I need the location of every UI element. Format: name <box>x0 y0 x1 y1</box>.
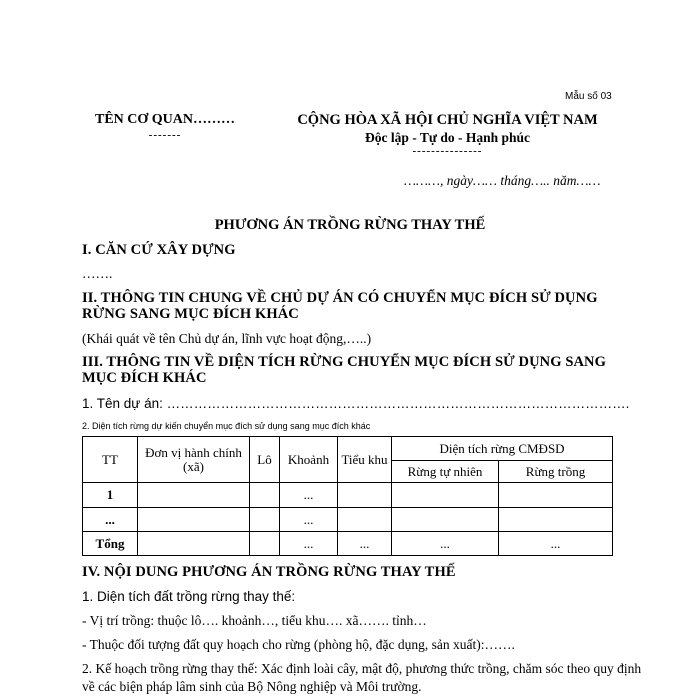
date-line: ………, ngày…… tháng….. năm…… <box>404 173 601 188</box>
cell-natural: ... <box>392 532 499 556</box>
header-natural-forest: Rừng tự nhiên <box>392 461 499 483</box>
cell-natural <box>392 508 499 532</box>
section-4-item-2: 2. Kế hoạch trồng rừng thay thế: Xác định loài cây, mật độ, phương thức trồng, chăm sóc theo quy định về các biện pháp lâm sinh của Bộ Nông nghiệp và Môi trường. <box>82 661 642 694</box>
form-code: Mẫu số 03 <box>565 91 612 102</box>
national-title: CỘNG HÒA XÃ HỘI CHỦ NGHĨA VIỆT NAM <box>297 112 598 128</box>
section-1-heading: I. CĂN CỨ XÂY DỰNG <box>82 242 236 258</box>
cell-khoanh: ... <box>280 508 338 532</box>
section-1-text: ……. <box>82 266 113 281</box>
national-motto: Độc lập - Tự do - Hạnh phúc <box>364 130 531 145</box>
cell-planted <box>499 508 613 532</box>
table-row <box>83 508 613 532</box>
cell-lo <box>250 508 280 532</box>
cell-tt: ... <box>83 508 138 532</box>
section-4-heading: IV. NỘI DUNG PHƯƠNG ÁN TRỒNG RỪNG THAY THẾ <box>82 564 456 580</box>
section-2-heading: II. THÔNG TIN CHUNG VỀ CHỦ DỰ ÁN CÓ CHUYỂN MỤC ĐÍCH SỬ DỤNG RỪNG SANG MỤC ĐÍCH KHÁC <box>82 290 598 322</box>
header-planted-forest: Rừng trồng <box>499 461 613 483</box>
cell-lo <box>250 532 280 556</box>
table-caption: 2. Diện tích rừng dự kiến chuyển mục đích sử dụng sang mục đích khác <box>82 421 371 431</box>
agency-underline: ------- <box>148 129 182 141</box>
land-planning-line: - Thuộc đối tượng đất quy hoạch cho rừng (phòng hộ, đặc dụng, sản xuất):……. <box>82 637 515 652</box>
motto-underline: --------------- <box>412 145 483 157</box>
cell-unit <box>138 483 250 508</box>
header-tt: TT <box>83 437 138 483</box>
cell-planted: ... <box>499 532 613 556</box>
header-area-group: Diện tích rừng CMĐSD <box>392 437 613 461</box>
section-2-note: (Khái quát về tên Chủ dự án, lĩnh vực hoạt động,…..) <box>82 331 372 346</box>
cell-tt: 1 <box>83 483 138 508</box>
cell-tieu-khu <box>338 508 392 532</box>
header-admin-unit: Đơn vị hành chính (xã) <box>138 437 250 483</box>
cell-khoanh: ... <box>280 532 338 556</box>
cell-tt: Tổng <box>83 532 138 556</box>
agency-name: TÊN CƠ QUAN……… <box>94 112 235 127</box>
header-lo: Lô <box>250 437 280 483</box>
cell-tieu-khu: ... <box>338 532 392 556</box>
cell-lo <box>250 483 280 508</box>
planting-location-line: - Vị trí trồng: thuộc lô…. khoảnh…, tiểu khu…. xã……. tỉnh… <box>82 613 427 628</box>
table-row <box>83 483 613 508</box>
table-total-row <box>83 532 613 556</box>
cell-unit <box>138 532 250 556</box>
cell-tieu-khu <box>338 483 392 508</box>
project-name-line: 1. Tên dự án: …………………………………………………………………………………………. <box>82 396 630 411</box>
section-4-item-1: 1. Diện tích đất trồng rừng thay thế: <box>82 589 296 604</box>
header-tieu-khu: Tiểu khu <box>338 437 392 483</box>
forest-area-table <box>82 436 613 556</box>
section-3-heading: III. THÔNG TIN VỀ DIỆN TÍCH RỪNG CHUYỂN MỤC ĐÍCH SỬ DỤNG SANG MỤC ĐÍCH KHÁC <box>82 354 607 386</box>
cell-unit <box>138 508 250 532</box>
cell-natural <box>392 483 499 508</box>
document-title: PHƯƠNG ÁN TRỒNG RỪNG THAY THẾ <box>214 217 486 233</box>
header-khoanh: Khoảnh <box>280 437 338 483</box>
cell-khoanh: ... <box>280 483 338 508</box>
cell-planted <box>499 483 613 508</box>
